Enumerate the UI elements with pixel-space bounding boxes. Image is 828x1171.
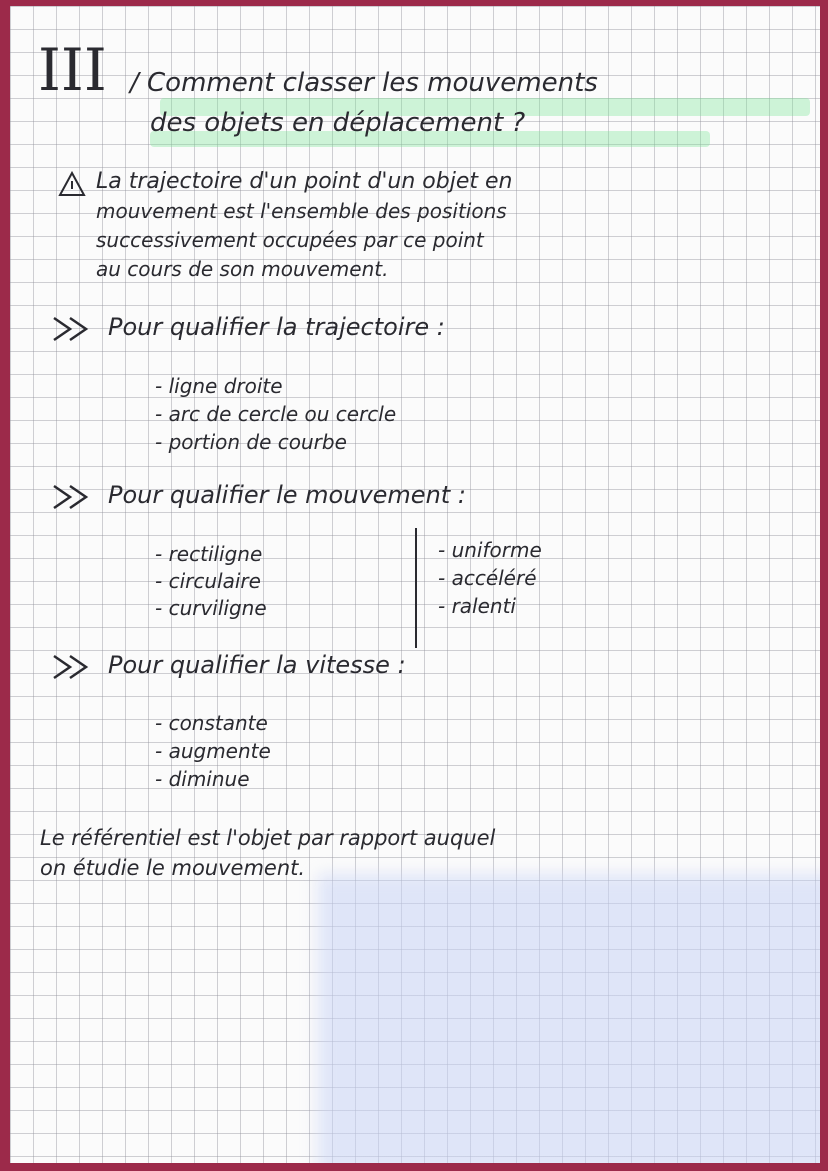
column-divider [415,528,417,648]
definition-line-1: La trajectoire d'un point d'un objet en [96,169,513,194]
page-title-line-2: des objets en déplacement ? [150,108,526,138]
definition-line-3: successivement occupées par ce point [96,228,484,252]
page-title-line-1: / Comment classer les mouvements [130,68,598,98]
vitesse-item: - diminue [155,767,250,791]
mouvement-left-item: - curviligne [155,596,267,620]
light-blue-tint [318,874,820,1163]
mouvement-right-item: - uniforme [438,538,542,562]
heading-trajectoire: Pour qualifier la trajectoire : [108,313,445,341]
mouvement-right-item: - accéléré [438,566,537,590]
definition-line-4: au cours de son mouvement. [96,257,389,281]
double-chevron-icon [50,482,100,512]
trajectoire-item: - portion de courbe [155,430,347,454]
referentiel-line-1: Le référentiel est l'objet par rapport auquel [40,826,496,850]
trajectoire-item: - arc de cercle ou cercle [155,402,397,426]
definition-line-2: mouvement est l'ensemble des positions [96,199,507,223]
vitesse-item: - augmente [155,739,271,763]
mouvement-left-item: - rectiligne [155,542,263,566]
double-chevron-icon [50,652,100,682]
heading-mouvement: Pour qualifier le mouvement : [108,481,466,509]
double-chevron-icon [50,314,100,344]
section-numeral: III [38,36,107,104]
mouvement-right-item: - ralenti [438,594,516,618]
mouvement-left-item: - circulaire [155,569,261,593]
referentiel-line-2: on étudie le mouvement. [40,856,306,880]
vitesse-item: - constante [155,711,268,735]
trajectoire-item: - ligne droite [155,374,283,398]
warning-triangle-icon [58,171,86,197]
heading-vitesse: Pour qualifier la vitesse : [108,651,406,679]
notebook-page [10,6,820,1163]
